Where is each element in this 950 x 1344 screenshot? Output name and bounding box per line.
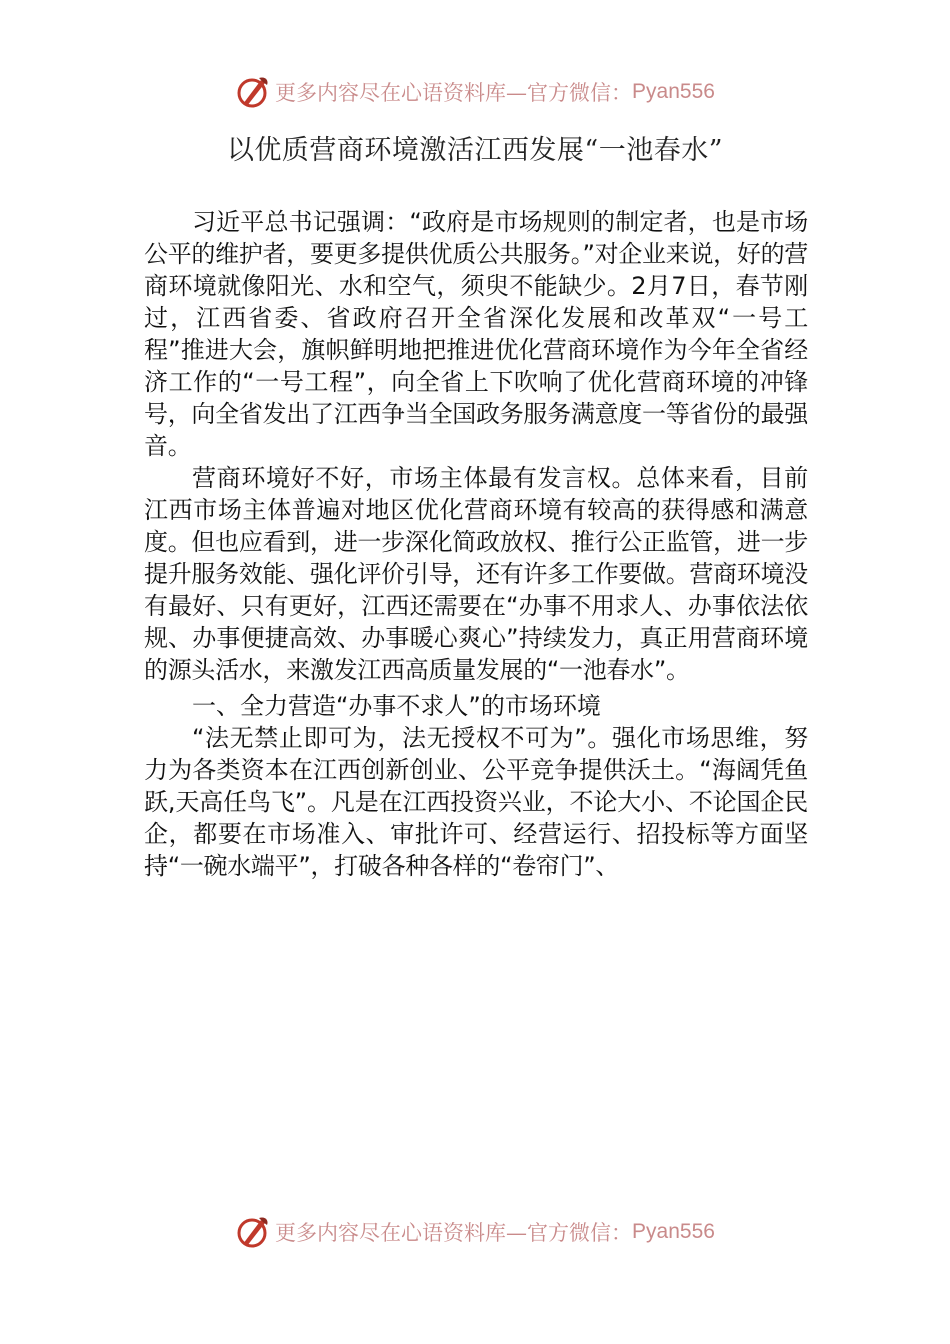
header-banner — [0, 72, 950, 112]
footer-banner — [0, 1212, 950, 1252]
banner-text: 更多内容尽在心语资料库—官方微信： — [275, 1221, 633, 1245]
paragraph: “法无禁止即可为，法无授权不可为”。强化市场思维，努力为各类资本在江西创新创业、公平竞争提供沃土。“海阔凭鱼跃,天高任鸟飞”。凡是在江西投资兴业，不论大小、不论国企民企，都要在市场准入、审批许可、经营运行、招投标等方面坚持“一碗水端平”，打破各种各样的“卷帘门”、 — [144, 724, 808, 880]
wechat-handle: Pyan556 — [632, 1220, 715, 1243]
section-heading: 一、全力营造“办事不求人”的市场环境 — [192, 692, 601, 720]
banner-text: 更多内容尽在心语资料库—官方微信： — [275, 81, 633, 105]
wechat-handle: Pyan556 — [632, 80, 715, 103]
document-body — [144, 206, 808, 882]
paragraph: 营商环境好不好，市场主体最有发言权。总体来看，目前江西市场主体普遍对地区优化营商环境有较高的获得感和满意度。但也应看到，进一步深化简政放权、推行公正监管，进一步提升服务效能、强化评价引导，还有许多工作要做。营商环境没有最好、只有更好，江西还需要在“办事不用求人、办事依法依规、办事便捷高效、办事暖心爽心”持续发力，真正用营商环境的源头活水，来激发江西高质量发展的“一池春水”。 — [144, 464, 808, 684]
quill-logo-icon — [235, 1214, 271, 1250]
paragraph: 习近平总书记强调：“政府是市场规则的制定者，也是市场公平的维护者，要更多提供优质公共服务。”对企业来说，好的营商环境就像阳光、水和空气，须臾不能缺少。2月7日，春节刚过，江西省委、省政府召开全省深化发展和改革双“一号工程”推进大会，旗帜鲜明地把推进优化营商环境作为今年全省经济工作的“一号工程”，向全省上下吹响了优化营商环境的冲锋号，向全省发出了江西争当全国政务服务满意度一等省份的最强音。 — [144, 208, 808, 460]
quill-logo-icon — [235, 74, 271, 110]
document-title: 以优质营商环境激活江西发展“一池春水” — [226, 135, 724, 166]
